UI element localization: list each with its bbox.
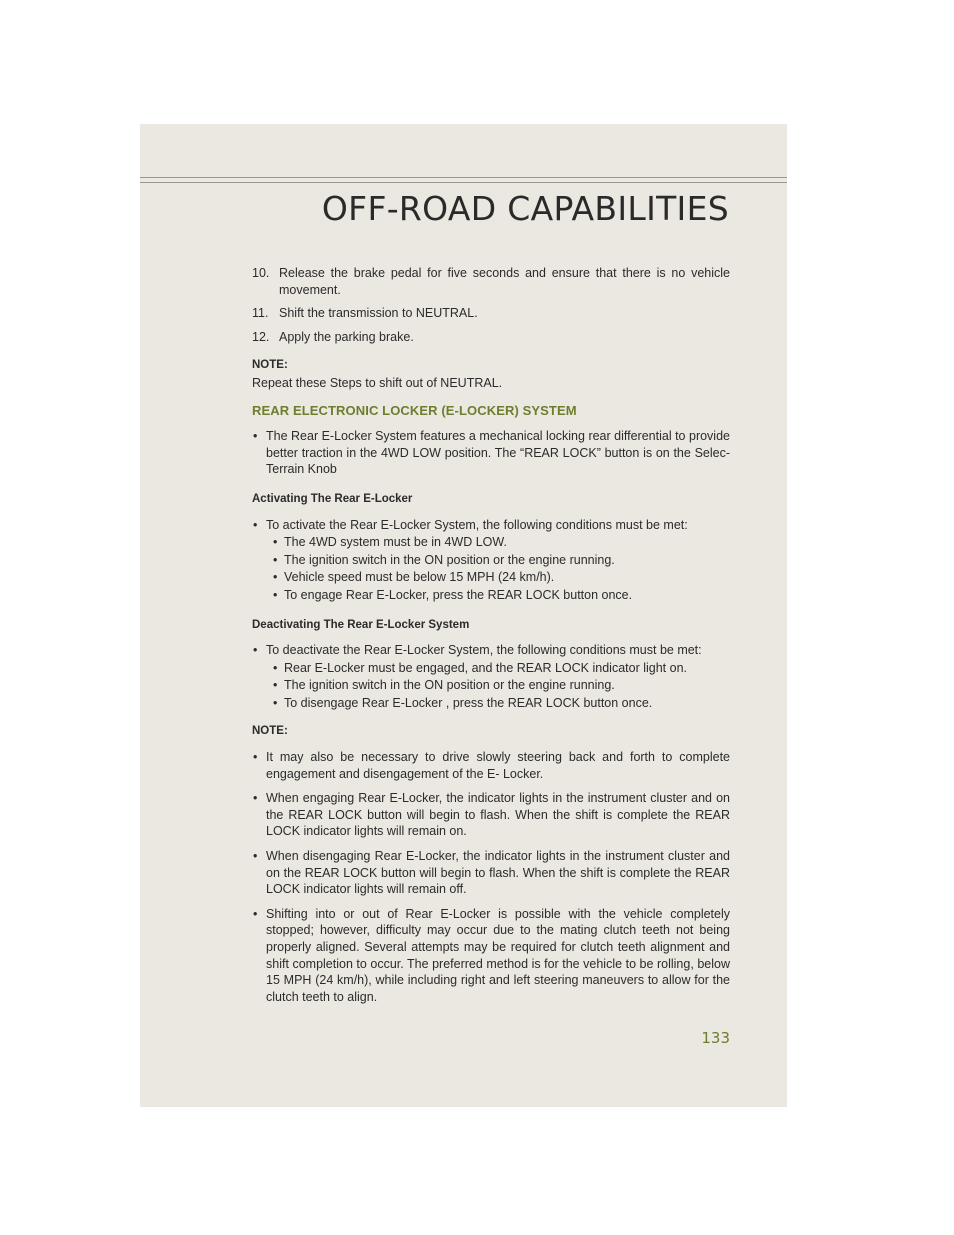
page-number: 133: [701, 1029, 730, 1047]
bullet-text: The Rear E-Locker System features a mechanical locking rear differential to provide better traction in the 4WD LOW position. The “REAR LOCK” button is on the Selec-Terrain Knob: [266, 429, 730, 477]
bullet-text: When disengaging Rear E-Locker, the indicator lights in the instrument cluster and on the REAR LOCK button will begin to flash. When the shift is complete the REAR LOCK indicator lights will remain off.: [266, 849, 730, 897]
note-text: Repeat these Steps to shift out of NEUTRAL.: [252, 375, 503, 390]
bullet-icon: •: [273, 660, 278, 675]
condition-text: To engage Rear E-Locker, press the REAR LOCK button once.: [284, 587, 633, 602]
step-item: [252, 265, 730, 298]
bullet-text: It may also be necessary to drive slowly steering back and forth to complete engagement and disengagement of the E- Locker.: [266, 750, 730, 781]
bullet-icon: •: [253, 906, 258, 921]
bullet-icon: •: [273, 552, 278, 567]
subheading-deactivating: Deactivating The Rear E-Locker System: [252, 618, 470, 631]
condition-item: [266, 677, 730, 694]
step-text: Release the brake pedal for five seconds and ensure that there is no vehicle movement.: [279, 266, 730, 297]
header-rule-bottom: [140, 182, 787, 183]
condition-item: [266, 587, 730, 604]
bullet-text: To activate the Rear E-Locker System, the following conditions must be met:: [266, 517, 688, 532]
condition-item: [266, 695, 730, 712]
condition-item: [266, 660, 730, 677]
note-bullet: [252, 906, 730, 1006]
section-heading: REAR ELECTRONIC LOCKER (E-LOCKER) SYSTEM: [252, 402, 577, 418]
bullet-text: To deactivate the Rear E-Locker System, the following conditions must be met:: [266, 643, 702, 658]
bullet-icon: •: [273, 535, 278, 550]
bullet-text: Shifting into or out of Rear E-Locker is possible with the vehicle completely stopped; however, difficulty may occur due to the mating clutch teeth not being properly aligned. Several attempts may be required for clutch teeth alignment and shift completion to occur. The preferred method is for the vehicle to be rolling, below 15 MPH (24 km/h), while including right and left steering maneuvers to allow for the clutch teeth to align.: [266, 906, 730, 1004]
step-number: 12.: [252, 329, 270, 344]
bullet-icon: •: [273, 695, 278, 710]
page-content: [252, 265, 730, 1013]
subheading-activating: Activating The Rear E-Locker: [252, 492, 413, 505]
note-bullet: [252, 749, 730, 782]
condition-item: [266, 534, 730, 551]
step-item: [252, 329, 730, 346]
note-bullet: [252, 790, 730, 840]
condition-text: The ignition switch in the ON position or the engine running.: [284, 678, 615, 693]
section-title: OFF-ROAD CAPABILITIES: [321, 189, 729, 228]
bullet-icon: •: [253, 791, 258, 806]
condition-text: Vehicle speed must be below 15 MPH (24 km/h).: [284, 570, 555, 585]
note-label: NOTE:: [252, 359, 288, 372]
bullet-icon: •: [253, 517, 258, 532]
condition-item: [266, 552, 730, 569]
manual-page: [140, 124, 787, 1107]
header-rule-top: [140, 177, 787, 178]
condition-text: The ignition switch in the ON position or the engine running.: [284, 552, 615, 567]
bullet-icon: •: [273, 678, 278, 693]
step-item: [252, 305, 730, 322]
bullet-icon: •: [273, 587, 278, 602]
step-text: Shift the transmission to NEUTRAL.: [279, 306, 478, 321]
condition-text: The 4WD system must be in 4WD LOW.: [284, 535, 507, 550]
step-number: 11.: [252, 306, 269, 321]
intro-bullet: [252, 428, 730, 478]
deactivating-bullet: [252, 642, 730, 711]
condition-text: Rear E-Locker must be engaged, and the REAR LOCK indicator light on.: [284, 660, 687, 675]
bullet-icon: •: [253, 849, 258, 864]
bullet-icon: •: [253, 643, 258, 658]
bullet-icon: •: [253, 429, 258, 444]
step-text: Apply the parking brake.: [279, 329, 414, 344]
condition-text: To disengage Rear E-Locker , press the REAR LOCK button once.: [284, 695, 653, 710]
step-number: 10.: [252, 266, 270, 280]
bullet-text: When engaging Rear E-Locker, the indicator lights in the instrument cluster and on the REAR LOCK button will begin to flash. When the shift is complete the REAR LOCK indicator lights will remain on.: [266, 791, 730, 839]
bullet-icon: •: [253, 750, 258, 765]
note-bullet: [252, 848, 730, 898]
activating-bullet: [252, 517, 730, 604]
condition-item: [266, 569, 730, 586]
bullet-icon: •: [273, 570, 278, 585]
note-label: NOTE:: [252, 725, 288, 738]
